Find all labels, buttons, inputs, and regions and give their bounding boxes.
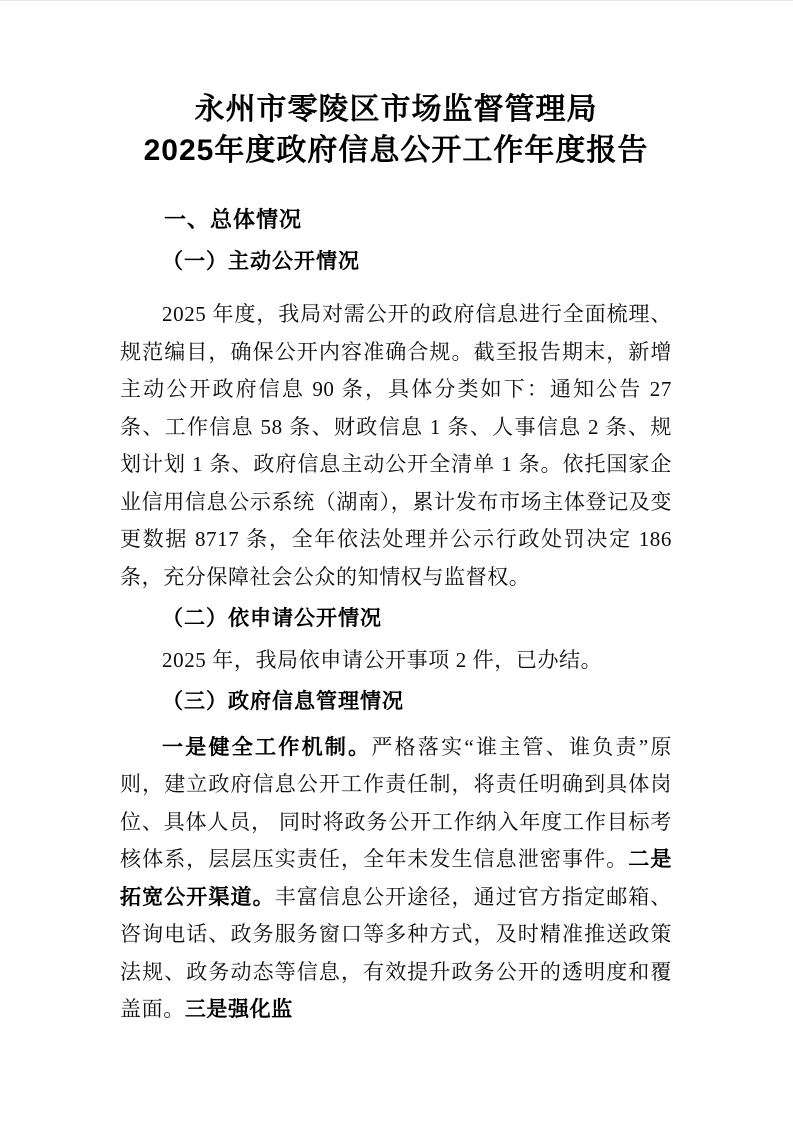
paragraph-application-disclosure: 2025 年，我局依申请公开事项 2 件，已办结。	[162, 647, 603, 672]
paragraph-info-management	[120, 729, 672, 1029]
title-line-2: 2025年度政府信息公开工作年度报告	[143, 134, 649, 167]
document-title	[120, 89, 672, 171]
section-heading-overall: 一、总体情况	[164, 207, 303, 232]
title-line-1: 永州市零陵区市场监督管理局	[194, 93, 598, 126]
bold-run-work-mechanism: 一是健全工作机制。	[162, 735, 372, 759]
paragraph-proactive-disclosure: 2025 年度，我局对需公开的政府信息进行全面梳理、规范编目，确保公开内容准确合规。截至报告期末，新增主动公开政府信息 90 条，具体分类如下：通知公告 27 条、工作信息 58 条、财政信息 1 条、人事信息 2 条、规划计划 1 条、政府信息主动公开全清单 1 条。依托国家企业信用信息公示系统（湖南），累计发布市场主体登记及变更数据 8717 条，全年依法处理并公示行政处罚决定 186 条，充分保障社会公众的知情权与监督权。	[120, 302, 672, 589]
text-run-work-mechanism-body: 严格落实“谁主管、谁负责”原则，建立政府信息公开工作责任制，将责任明确到具体岗位、具体人员， 同时将政务公开工作纳入年度工作目标考核体系，层层压实责任，全年未发生信息泄密事件。	[120, 734, 672, 871]
subsection-heading-application-disclosure: （二）依申请公开情况	[162, 606, 382, 630]
bold-run-channels: 二是拓宽公开渠道。	[120, 848, 672, 909]
text-run-channels-body: 丰富信息公开途径，通过官方指定邮箱、咨询电话、政务服务窗口等多种方式，及时精准推送政策法规、政务动态等信息，有效提升政务公开的透明度和覆盖面。	[120, 884, 672, 1021]
subsection-heading-proactive-disclosure: （一）主动公开情况	[162, 248, 360, 273]
bold-run-supervision-cutoff: 三是强化监	[184, 998, 293, 1021]
subsection-heading-info-management: （三）政府信息管理情况	[162, 689, 404, 713]
